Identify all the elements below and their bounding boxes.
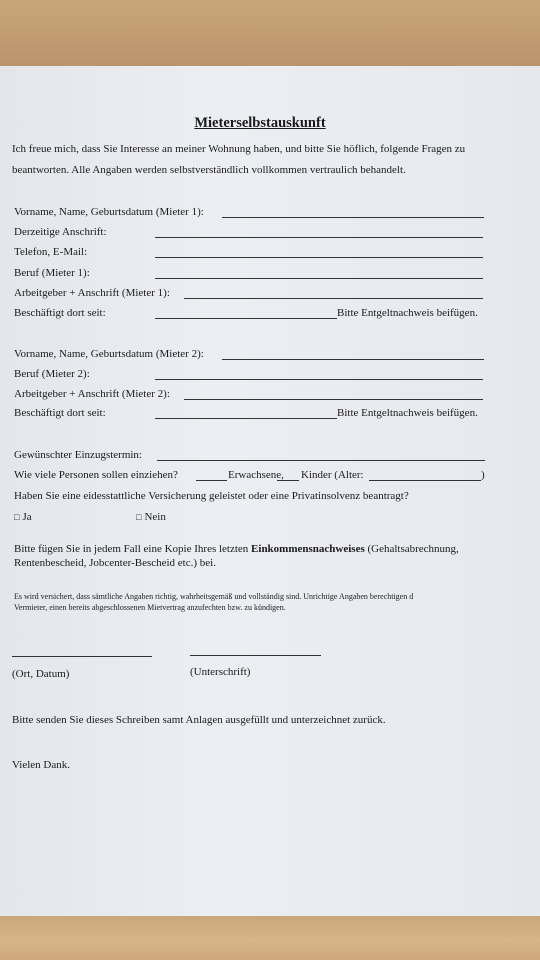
signature-label: (Unterschrift) (190, 666, 251, 678)
adults-label: Erwachsene, (228, 469, 284, 481)
form-title: Mieterselbstauskunft (194, 115, 326, 131)
thanks: Vielen Dank. (12, 759, 70, 771)
signature-field[interactable] (190, 655, 321, 656)
move-in-label: Gewünschter Einzugstermin: (14, 449, 142, 461)
tenant1-address-field[interactable] (155, 237, 483, 238)
table-surface (0, 912, 540, 960)
tenant2-proof-note: Bitte Entgeltnachweis beifügen. (337, 407, 478, 419)
tenant2-name-label: Vorname, Name, Geburtsdatum (Mieter 2): (14, 348, 204, 360)
income-line-1 (14, 543, 459, 556)
tenant2-job-field[interactable] (155, 379, 483, 380)
income-bold: Einkommensnachweises (251, 543, 365, 555)
close-paren: ) (481, 469, 485, 481)
persons-question: Wie viele Personen sollen einziehen? (14, 469, 178, 481)
checkbox-icon[interactable]: □ (14, 512, 20, 522)
tenant1-name-label: Vorname, Name, Geburtsdatum (Mieter 1): (14, 206, 204, 218)
tenant2-employer-field[interactable] (184, 399, 483, 400)
tenant1-employer-field[interactable] (184, 298, 483, 299)
tenant1-since-label: Beschäftigt dort seit: (14, 307, 106, 319)
intro-line-1: Ich freue mich, dass Sie Interesse an meiner Wohnung haben, und bitte Sie höflich, folgende Fragen zu (12, 143, 466, 155)
checkbox-icon[interactable]: □ (136, 512, 142, 522)
yes-label: Ja (22, 511, 32, 523)
assurance-line-2: Vermieter, einen bereits abgeschlossenen Mietvertrag anzufechten bzw. zu kündigen. (14, 603, 286, 612)
tenant1-phone-label: Telefon, E-Mail: (14, 246, 88, 258)
tenant1-address-label: Derzeitige Anschrift: (14, 226, 107, 238)
children-label: Kinder (Alter: (301, 469, 364, 481)
income-text-before: Bitte fügen Sie in jedem Fall eine Kopie Ihres letzten (14, 543, 252, 555)
income-line-2: Rentenbescheid, Jobcenter-Bescheid etc.) bei. (14, 557, 216, 569)
tenant1-job-label: Beruf (Mieter 1): (14, 267, 90, 279)
tenant2-since-field[interactable] (155, 418, 337, 419)
children-age-field[interactable] (369, 480, 481, 481)
no-label: Nein (144, 511, 166, 523)
insolvency-question: Haben Sie eine eidesstattliche Versicherung geleistet oder eine Privatinsolvenz beantragt? (14, 490, 409, 502)
tenant1-job-field[interactable] (155, 278, 483, 279)
children-count-field[interactable] (277, 480, 299, 481)
intro-line-2: beantworten. Alle Angaben werden selbstverständlich vollkommen vertraulich behandelt. (12, 164, 406, 176)
form-sheet (0, 66, 540, 916)
send-instruction: Bitte senden Sie dieses Schreiben samt Anlagen ausgefüllt und unterzeichnet zurück. (12, 714, 386, 726)
adults-count-field[interactable] (196, 480, 227, 481)
place-date-field[interactable] (12, 656, 152, 657)
tenant1-phone-field[interactable] (155, 257, 483, 258)
tenant2-since-label: Beschäftigt dort seit: (14, 407, 106, 419)
assurance-line-1: Es wird versichert, dass sämtliche Angaben richtig, wahrheitsgemäß und vollständig sind. Unrichtige Angaben berechtigen d (14, 592, 414, 601)
move-in-field[interactable] (157, 460, 485, 461)
no-option[interactable] (136, 511, 166, 524)
yes-option[interactable] (14, 511, 32, 524)
tenant1-since-field[interactable] (155, 318, 337, 319)
tenant2-name-field[interactable] (222, 359, 484, 360)
tenant2-job-label: Beruf (Mieter 2): (14, 368, 90, 380)
tenant2-employer-label: Arbeitgeber + Anschrift (Mieter 2): (14, 388, 170, 400)
income-text-after: (Gehaltsabrechnung, (364, 543, 459, 555)
place-date-label: (Ort, Datum) (12, 668, 70, 680)
tenant1-proof-note: Bitte Entgeltnachweis beifügen. (337, 307, 478, 319)
tenant1-name-field[interactable] (222, 217, 484, 218)
tenant1-employer-label: Arbeitgeber + Anschrift (Mieter 1): (14, 287, 170, 299)
